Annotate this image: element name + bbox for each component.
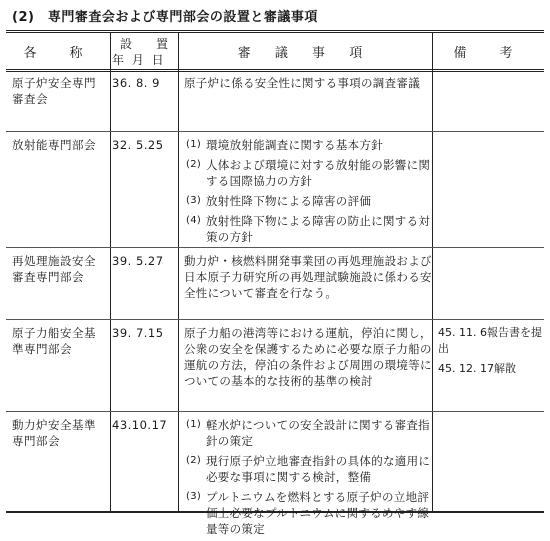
note-report: 45. 11. 6報告書を提出 xyxy=(438,326,542,355)
table-row xyxy=(6,323,544,405)
row-name: 動力炉安全基準専門部会 xyxy=(12,418,96,448)
committee-table xyxy=(6,30,544,536)
row-matter-list xyxy=(184,137,432,249)
section-heading: (2) 専門審査会および専門部会の設置と審議事項 xyxy=(12,10,318,25)
list-item: (3) 放射性降下物による障害の評価 xyxy=(186,194,372,208)
row-matter: 動力炉・核燃料開発事業団の再処理施設および日本原子力研究所の再処理試験施設に係わる安全性について審査を行なう。 xyxy=(184,254,432,300)
list-item: (3) プルトニウムを燃料とする原子炉の立地評価上必要なプルトニウムに関するめやす線量等の策定 xyxy=(186,490,430,536)
list-item: (2) 現行原子炉立地審査指針の具体的な適用に必要な事項に関する検討，整備 xyxy=(186,454,431,484)
header-note: 備 考 xyxy=(453,45,523,61)
row-date: 43.10.17 xyxy=(112,418,168,432)
row-note xyxy=(438,325,542,381)
row-divider xyxy=(6,411,544,412)
row-name: 再処理施設安全審査専門部会 xyxy=(12,254,96,284)
table-row xyxy=(6,415,544,536)
row-date: 32. 5.25 xyxy=(112,138,164,152)
row-name: 放射能専門部会 xyxy=(12,138,96,152)
row-date: 39. 5.27 xyxy=(112,254,164,268)
row-date: 36. 8. 9 xyxy=(112,76,160,90)
table-row xyxy=(6,73,544,129)
table-row xyxy=(6,135,544,245)
row-divider xyxy=(6,247,544,248)
table-header xyxy=(6,33,544,72)
header-date-bottom: 年 月 日 xyxy=(112,53,166,67)
list-item: (2) 人体および環境に対する放射能の影響に関する国際協力の方針 xyxy=(186,158,431,188)
header-date xyxy=(110,33,178,69)
list-item: (1) 環境放射能調査に関する基本方針 xyxy=(186,138,383,152)
list-item: (1) 軽水炉についての安全設計に関する審査指針の策定 xyxy=(186,418,430,448)
note-dissolved: 45. 12. 17解散 xyxy=(438,362,516,375)
row-name: 原子力船安全基準専門部会 xyxy=(12,326,96,356)
list-item: (4) 放射性降下物による障害の防止に関する対策の方針 xyxy=(186,214,431,244)
table-row xyxy=(6,251,544,315)
row-matter-list xyxy=(184,417,432,541)
row-matter: 原子力船の港湾等における運航，停泊に関し，公衆の安全を保護するために必要な原子力船の運航の方法，停泊の条件および周囲の環境等についての基本的な技術的基準の検討 xyxy=(184,326,432,388)
row-name: 原子炉安全専門審査会 xyxy=(12,76,96,106)
row-divider xyxy=(6,131,544,132)
header-name: 各 称 xyxy=(23,45,93,61)
row-matter: 原子炉に係る安全性に関する事項の調査審議 xyxy=(184,76,420,90)
header-matter: 審 議 事 項 xyxy=(237,45,373,61)
header-date-top: 設 置 xyxy=(120,37,175,51)
row-date: 39. 7.15 xyxy=(112,326,164,340)
row-divider xyxy=(6,319,544,320)
